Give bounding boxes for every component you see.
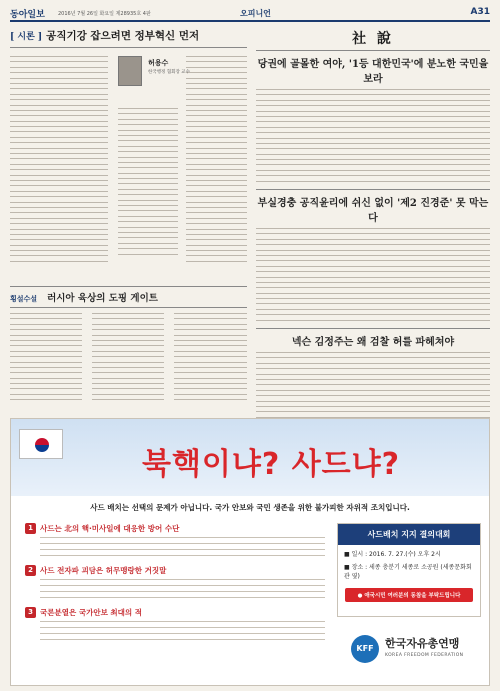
page-number: A31 xyxy=(470,7,490,17)
editorial-body-2 xyxy=(256,228,490,328)
ad-point xyxy=(25,565,325,598)
issue-date: 2016년 7월 26일 화요일 제28935호 4판 xyxy=(58,11,151,17)
left-column xyxy=(10,28,247,407)
ad-point xyxy=(25,607,325,640)
column-title: 공직기강 잡으려면 정부혁신 먼저 xyxy=(46,30,200,42)
newspaper-name: 동아일보 xyxy=(10,10,45,20)
org-english-name: KOREA FREEDOM FEDERATION xyxy=(385,653,464,658)
editorial-body-1 xyxy=(256,89,490,189)
kff-logo-icon: KFF xyxy=(351,635,379,663)
point-number: 1 xyxy=(25,523,36,534)
advertisement xyxy=(10,418,490,686)
editorial-title-3: 넥슨 김정주는 왜 검찰 허를 파헤쳐야 xyxy=(256,328,490,352)
editorial-section-title: 社 說 xyxy=(256,28,490,51)
column-body xyxy=(10,56,247,280)
rally-datetime: ■ 일시 : 2016. 7. 27.(수) 오후 2시 xyxy=(344,551,441,558)
point-body xyxy=(25,621,325,640)
rally-title: 사드배치 지지 결의대회 xyxy=(338,524,480,545)
sponsor-org xyxy=(351,631,486,671)
bottom-column-body xyxy=(10,313,247,407)
ad-banner xyxy=(11,419,489,496)
point-title: 국론분열은 국가안보 최대의 적 xyxy=(40,608,143,617)
korean-flag-icon xyxy=(19,429,63,459)
column-headline xyxy=(10,28,247,48)
editorial-title-1: 당권에 골몰한 여야, '1등 대한민국'에 분노한 국민을 보라 xyxy=(257,59,489,85)
rally-info-box xyxy=(337,523,481,617)
section-name: 오피니언 xyxy=(240,9,271,18)
ad-point xyxy=(25,523,325,556)
point-body xyxy=(25,537,325,556)
author-role: 한국행정 협회장 교수 xyxy=(148,70,190,75)
point-title: 사드 전자파 괴담은 허무맹랑한 거짓말 xyxy=(40,566,167,575)
org-name: 한국자유총연맹 xyxy=(385,637,460,650)
point-body xyxy=(25,579,325,598)
bottom-column-title: 러시아 육상의 도핑 게이트 xyxy=(47,293,158,304)
rally-participation-note: ● 애국시민 여러분의 동참을 부탁드립니다 xyxy=(345,588,473,602)
ad-headline: 북핵이냐? 사드냐? xyxy=(141,447,401,482)
author-photo xyxy=(118,56,142,86)
byline xyxy=(118,56,246,100)
point-number: 3 xyxy=(25,607,36,618)
rally-venue: ■ 장소 : 세종 충분기 세종로 소공원 (세종문화회관 옆) xyxy=(344,564,472,580)
editorial-title-2: 부실경충 공직윤리에 쉬신 없이 '제2 진경준' 못 막는다 xyxy=(256,189,490,228)
editorial-column xyxy=(256,28,490,432)
ad-tagline: 사드 배치는 선택의 문제가 아닙니다. 국가 안보와 국민 생존을 위한 불가피한 자위적 조치입니다. xyxy=(90,503,410,512)
column-tag: [ 시론 ] xyxy=(10,32,43,42)
bottom-column-name: 횡설수설 xyxy=(10,295,38,303)
author-name: 허용수 xyxy=(148,59,169,67)
point-number: 2 xyxy=(25,565,36,576)
ad-points xyxy=(25,523,325,649)
bottom-column-header xyxy=(10,286,247,308)
point-title: 사드는 北의 핵·미사일에 대응한 방어 수단 xyxy=(40,524,180,533)
page-header xyxy=(10,6,490,22)
